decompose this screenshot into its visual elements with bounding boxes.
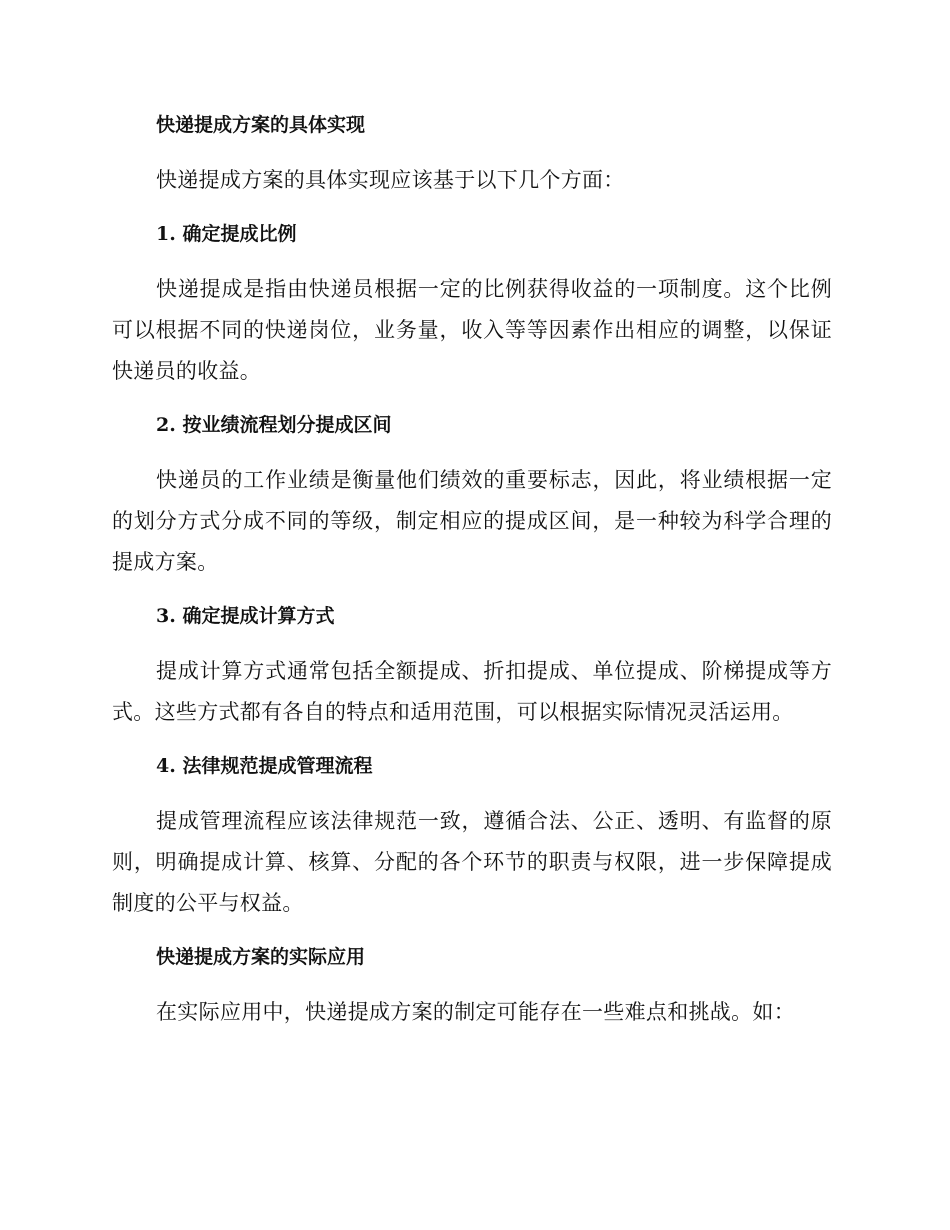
section-heading-implementation: 快递提成方案的具体实现 — [156, 114, 366, 136]
section-heading-application: 快递提成方案的实际应用 — [156, 946, 366, 968]
heading-calculation-method: 3. 确定提成计算方式 — [156, 605, 335, 627]
document-page — [112, 106, 832, 1047]
heading-legal-process: 4. 法律规范提成管理流程 — [156, 755, 373, 777]
heading-commission-ratio: 1. 确定提成比例 — [156, 223, 297, 245]
paragraph-commission-ratio: 快递提成是指由快递员根据一定的比例获得收益的一项制度。这个比例可以根据不同的快递岗位，业务量，收入等等因素作出相应的调整，以保证快递员的收益。 — [112, 277, 832, 383]
paragraph-legal-process: 提成管理流程应该法律规范一致，遵循合法、公正、透明、有监督的原则，明确提成计算、核算、分配的各个环节的职责与权限，进一步保障提成制度的公平与权益。 — [112, 809, 832, 915]
heading-performance-intervals: 2. 按业绩流程划分提成区间 — [156, 414, 392, 436]
paragraph-calculation-method: 提成计算方式通常包括全额提成、折扣提成、单位提成、阶梯提成等方式。这些方式都有各自的特点和适用范围，可以根据实际情况灵活运用。 — [112, 659, 832, 724]
paragraph-application-intro: 在实际应用中，快递提成方案的制定可能存在一些难点和挑战。如： — [156, 1000, 795, 1024]
paragraph-implementation-intro: 快递提成方案的具体实现应该基于以下几个方面： — [156, 168, 625, 192]
paragraph-performance-intervals: 快递员的工作业绩是衡量他们绩效的重要标志，因此，将业绩根据一定的划分方式分成不同的等级，制定相应的提成区间，是一种较为科学合理的提成方案。 — [112, 468, 832, 574]
